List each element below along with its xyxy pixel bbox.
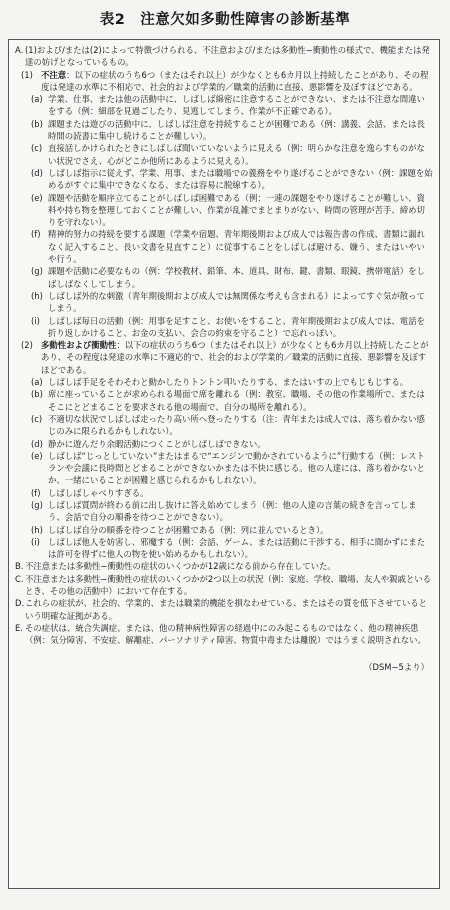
inattention-item — [31, 290, 433, 315]
criterion-a-text: (1)および/または(2)によって特徴づけられる、不注意および/または多動性−衝動性の様式で、機能または発達の妨げとなっているもの。 — [25, 45, 430, 68]
inattention-item — [31, 315, 433, 340]
inattention-item — [31, 167, 433, 192]
inattention-item — [31, 265, 433, 290]
inattention-item-text: 直接話しかけられたときにしばしば聞いていないように見える（例：明らかな注意を逸らすものがない状況でさえ、心がどこか他所にあるように見える）。 — [48, 143, 425, 166]
hyperactivity-item-text: 席に座っていることが求められる場面で席を離れる（例：教室、職場、その他の作業場所で、またはそこにとどまることを要求される他の場面で、自分の場所を離れる）。 — [48, 389, 425, 412]
hyperactivity-item-text: しばしばしゃべりすぎる。 — [48, 487, 149, 498]
criterion-e-text: その症状は、統合失調症、または、他の精神病性障害の経過中にのみ起こるものではなく、他の精神疾患（例：気分障害、不安症、解離症、パーソナリティ障害、物質中毒または離脱）ではうまく説明されない。 — [25, 622, 426, 646]
hyperactivity-item-text: 不適切な状況でしばしば走ったり高い所へ登ったりする（注：青年または成人では、落ち着かない感じのみに限られるかもしれない）。 — [48, 413, 425, 437]
hyperactivity-item-marker: (f) — [31, 487, 41, 498]
hyperactivity-item — [31, 438, 433, 450]
inattention-item-text: 精神的努力の持続を要する課題（学業や宿題、青年期後期および成人では報告書の作成、書類に漏れなく記入すること、長い文書を見直すこと）に従事することをしばしば避ける、嫌う、またはいやいや行う。 — [48, 229, 425, 265]
hyperactivity-item-text: しばしば自分の順番を待つことが困難である（例：列に並んでいるとき）。 — [48, 524, 329, 535]
criterion-c-text: 不注意または多動性−衝動性の症状のいくつかが2つ以上の状況（例：家庭、学校、職場、友人や親戚といるとき、その他の活動中）において存在する。 — [25, 573, 431, 597]
criterion-e-marker: E. — [15, 622, 23, 633]
hyperactivity-item — [31, 413, 433, 438]
criterion-a1-heading: 不注意 — [41, 69, 67, 80]
criterion-d-marker: D. — [15, 598, 25, 609]
inattention-item-text: 課題または遊びの活動中に、しばしば注意を持続することが困難である（例：講義、会話、または長時間の読書に集中し続けることが難しい）。 — [48, 118, 425, 142]
inattention-item-marker: (g) — [31, 266, 43, 277]
hyperactivity-item — [31, 524, 433, 536]
hyperactivity-item-text: しばしば質問が終わる前に出し抜けに答え始めてしまう（例：他の人達の言葉の続きを言ってしまう、会話で自分の順番を待つことができない）。 — [48, 499, 417, 523]
hyperactivity-item-text: 静かに遊んだり余暇活動につくことがしばしばできない。 — [48, 438, 266, 449]
criterion-a2-text: ：以下の症状のうち6つ（またはそれ以上）が少なくとも6カ月以上持続したことがあり、その程度は発達の水準に不適応的で、社会的および学業的／職業的活動に直接、悪影響を及ぼすほどである。 — [41, 340, 429, 375]
hyperactivity-item — [31, 450, 433, 487]
criterion-a1-marker: (1) — [21, 69, 33, 80]
hyperactivity-item-text: しばしば手足をそわそわと動かしたりトントン叩いたりする、またはいすの上でもじもじする。 — [48, 377, 409, 388]
inattention-item-marker: (c) — [31, 143, 43, 154]
criterion-a — [15, 44, 433, 69]
criterion-a-marker: A. — [15, 45, 24, 55]
inattention-item-marker: (e) — [31, 192, 43, 203]
inattention-item-text: 課題や活動に必要なもの（例：学校教材、鉛筆、本、道具、財布、鍵、書類、眼鏡、携帯電話）をしばしばなくしてしまう。 — [48, 266, 425, 289]
criterion-a1 — [21, 69, 433, 94]
criterion-c-marker: C. — [15, 573, 24, 584]
inattention-item-marker: (a) — [31, 94, 43, 105]
hyperactivity-item — [31, 499, 433, 524]
criterion-b-marker: B. — [15, 561, 24, 572]
source-note: （DSM−5より） — [364, 661, 429, 672]
hyperactivity-item-marker: (g) — [31, 499, 43, 510]
inattention-item-marker: (d) — [31, 167, 43, 178]
inattention-item-text: 学業、仕事、または他の活動中に、しばしば綿密に注意することができない、または不注意な間違いをする（例：細部を見過ごしたり、見逃してしまう、作業が不正確である）。 — [48, 94, 425, 117]
criterion-e — [15, 622, 433, 647]
hyperactivity-item-marker: (i) — [31, 536, 40, 547]
hyperactivity-item-marker: (d) — [31, 438, 43, 449]
hyperactivity-item — [31, 376, 433, 388]
criterion-d-text: これらの症状が、社会的、学業的、または職業的機能を損なわせている、またはその質を低下させているという明確な証拠がある。 — [25, 598, 427, 621]
hyperactivity-item-text: しばしば“じっとしていない”またはまるで“エンジンで動かされているように”行動する（例：レストランや会議に長時間とどまることができないかまたは不快に感じる。他の人達には、落ち着かないとか、一緒にいることが困難と感じられるかもしれない）。 — [48, 450, 425, 486]
inattention-item — [31, 192, 433, 229]
criterion-a2-marker: (2) — [21, 340, 33, 351]
inattention-item-text: しばしば指示に従えず、学業、用事、または職場での義務をやり遂げることができない（例：課題を始めるがすぐに集中できなくなる、または容易に脱線する）。 — [48, 167, 433, 191]
hyperactivity-item-marker: (h) — [31, 524, 43, 535]
page-title: 表2 注意欠如多動性障害の診断基準 — [99, 12, 351, 28]
inattention-item-text: しばしば外的な刺激（青年期後期および成人では無関係な考えも含まれる）によってすぐ気が散ってしまう。 — [48, 290, 425, 314]
inattention-item-marker: (h) — [31, 290, 43, 301]
inattention-item — [31, 93, 433, 118]
criterion-a2-heading: 多動性および衝動性 — [41, 340, 117, 351]
criterion-b — [15, 560, 433, 572]
inattention-item-marker: (i) — [31, 315, 40, 326]
inattention-item-marker: (f) — [31, 229, 41, 240]
hyperactivity-item — [31, 536, 433, 561]
inattention-item — [31, 142, 433, 167]
criterion-d — [15, 597, 433, 622]
hyperactivity-item — [31, 487, 433, 499]
hyperactivity-item-marker: (a) — [31, 377, 43, 388]
hyperactivity-item-marker: (e) — [31, 450, 43, 461]
criterion-b-text: 不注意または多動性−衝動性の症状のいくつかが12歳になる前から存在していた。 — [25, 561, 336, 572]
inattention-item-text: 課題や活動を順序立てることがしばしば困難である（例：一連の課題をやり遂げることが難しい、資料や持ち物を整理しておくことが難しい、作業が乱雑でまとまりがない、時間の管理が苦手、締め切りを守れない）。 — [48, 192, 425, 228]
inattention-item-marker: (b) — [31, 118, 43, 129]
hyperactivity-item — [31, 388, 433, 413]
criteria-box — [8, 39, 440, 889]
hyperactivity-item-marker: (b) — [31, 389, 43, 400]
inattention-item — [31, 118, 433, 143]
inattention-item — [31, 228, 433, 265]
hyperactivity-item-marker: (c) — [31, 413, 43, 424]
criterion-c — [15, 573, 433, 598]
hyperactivity-item-text: しばしば他人を妨害し、邪魔する（例：会話、ゲーム、または活動に干渉する、相手に聞かずにまたは許可を得ずに他人の物を使い始めるかもしれない）。 — [48, 536, 426, 560]
criterion-a2 — [21, 339, 433, 376]
inattention-item-text: しばしば毎日の活動（例：用事を足すこと、お使いをすること、青年期後期および成人では、電話を折り返しかけること、お金の支払い、会合の約束を守ること）で忘れっぽい。 — [48, 315, 425, 338]
criterion-a1-text: ：以下の症状のうち6つ（またはそれ以上）が少なくとも6カ月以上持続したことがあり、その程度は発達の水準に不相応で、社会的および学業的／職業的活動に直接、悪影響を及ぼすほどである。 — [41, 69, 429, 92]
